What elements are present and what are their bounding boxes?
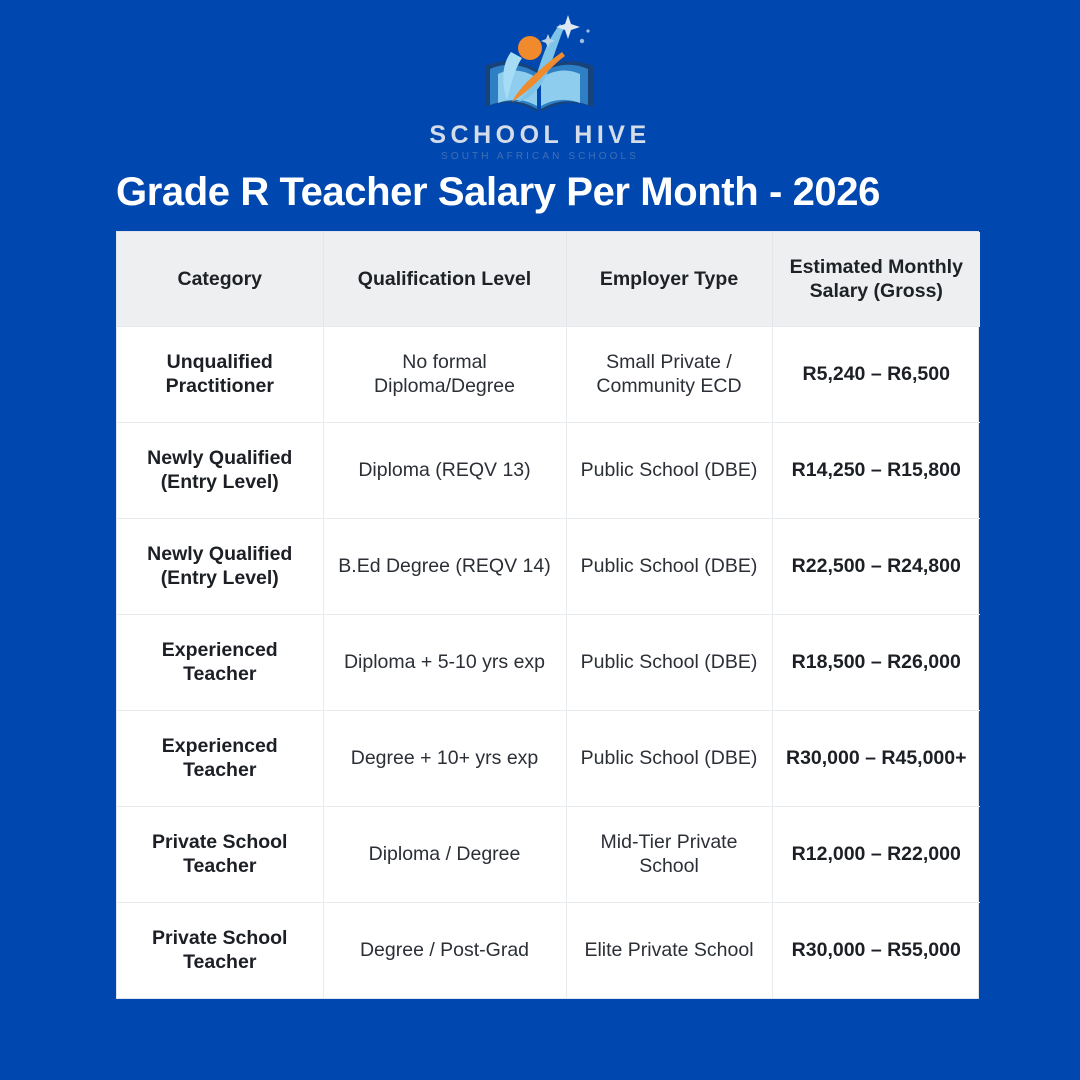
cell-salary: R18,500 – R26,000 [772, 614, 980, 710]
table-row [117, 422, 980, 518]
cell-qualification: B.Ed Degree (REQV 14) [323, 518, 566, 614]
table-row [117, 710, 980, 806]
cell-salary: R5,240 – R6,500 [772, 326, 980, 422]
table-header-row [117, 232, 980, 326]
cell-employer: Small Private / Community ECD [566, 326, 772, 422]
table-header [117, 232, 980, 326]
table-row [117, 806, 980, 902]
table-row [117, 614, 980, 710]
salary-table-container [116, 231, 979, 999]
cell-category: Newly Qualified (Entry Level) [117, 518, 323, 614]
school-hive-logo-icon [465, 8, 615, 120]
cell-salary: R30,000 – R45,000+ [772, 710, 980, 806]
table-row [117, 518, 980, 614]
cell-employer: Mid-Tier Private School [566, 806, 772, 902]
cell-salary: R14,250 – R15,800 [772, 422, 980, 518]
cell-salary: R12,000 – R22,000 [772, 806, 980, 902]
cell-employer: Public School (DBE) [566, 614, 772, 710]
column-header-salary: Estimated Monthly Salary (Gross) [789, 255, 963, 302]
cell-employer: Public School (DBE) [566, 710, 772, 806]
column-header-employer: Employer Type [566, 232, 772, 326]
cell-employer: Public School (DBE) [566, 518, 772, 614]
cell-category: Experienced Teacher [117, 614, 323, 710]
cell-qualification: Degree + 10+ yrs exp [323, 710, 566, 806]
table-row [117, 326, 980, 422]
cell-qualification: Degree / Post-Grad [323, 902, 566, 998]
page-title: Grade R Teacher Salary Per Month - 2026 [116, 170, 880, 214]
salary-table [117, 232, 980, 998]
table-row [117, 902, 980, 998]
cell-qualification: Diploma (REQV 13) [323, 422, 566, 518]
cell-category: Private School Teacher [117, 806, 323, 902]
cell-category: Private School Teacher [117, 902, 323, 998]
cell-employer: Elite Private School [566, 902, 772, 998]
cell-qualification: Diploma + 5-10 yrs exp [323, 614, 566, 710]
cell-category: Experienced Teacher [117, 710, 323, 806]
cell-category: Unqualified Practitioner [117, 326, 323, 422]
brand-name: SCHOOL HIVE [429, 121, 651, 149]
cell-qualification: Diploma / Degree [323, 806, 566, 902]
brand-tagline: SOUTH AFRICAN SCHOOLS [441, 151, 639, 163]
cell-qualification: No formal Diploma/Degree [323, 326, 566, 422]
table-body [117, 326, 980, 998]
column-header-category: Category [117, 232, 323, 326]
cell-salary: R22,500 – R24,800 [772, 518, 980, 614]
column-header-qualification: Qualification Level [323, 232, 566, 326]
cell-category: Newly Qualified (Entry Level) [117, 422, 323, 518]
cell-salary: R30,000 – R55,000 [772, 902, 980, 998]
brand-lockup [0, 8, 1080, 162]
cell-employer: Public School (DBE) [566, 422, 772, 518]
